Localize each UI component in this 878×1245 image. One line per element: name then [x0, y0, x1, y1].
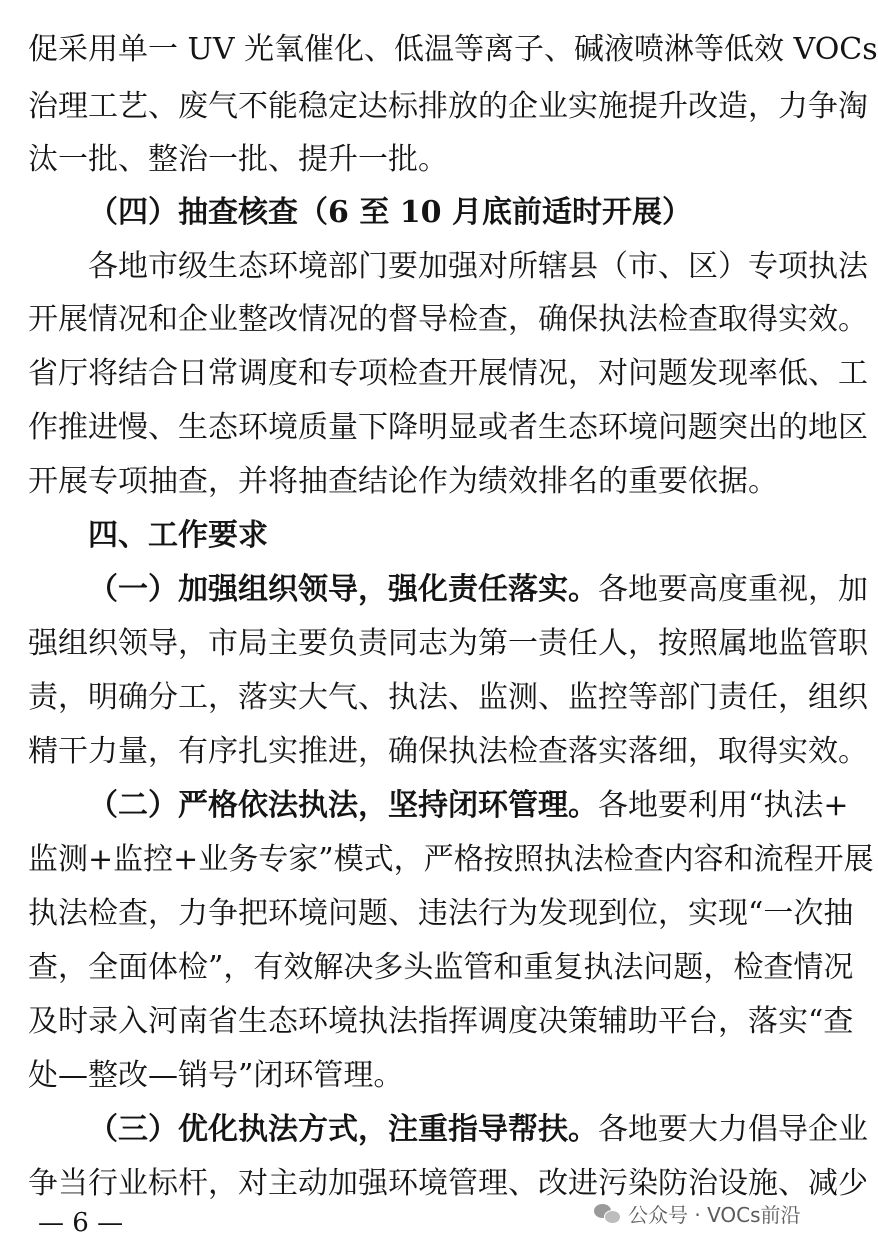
paragraph-first-line — [88, 786, 849, 826]
wechat-icon — [594, 1202, 620, 1224]
body-text: 各地要利用“执法+ — [598, 788, 849, 823]
body-line: 精干力量，有序扎实推进，确保执法检查落实落细，取得实效。 — [28, 734, 868, 769]
body-line: 促采用单一 UV 光氧催化、低温等离子、碱液喷淋等低效 VOCs — [28, 32, 878, 67]
body-line: 开展专项抽查，并将抽查结论作为绩效排名的重要依据。 — [28, 464, 778, 499]
body-line: 作推进慢、生态环境质量下降明显或者生态环境问题突出的地区 — [28, 410, 868, 445]
body-line: 强组织领导，市局主要负责同志为第一责任人，按照属地监管职 — [28, 626, 868, 661]
body-line: 治理工艺、废气不能稳定达标排放的企业实施提升改造，力争淘 — [28, 89, 868, 124]
body-line: 争当行业标杆，对主动加强环境管理、改进污染防治设施、减少 — [28, 1166, 868, 1201]
watermark — [594, 1195, 801, 1231]
paragraph-heading: （二）严格依法执法，坚持闭环管理。 — [88, 788, 598, 823]
body-line: 及时录入河南省生态环境执法指挥调度决策辅助平台，落实“查 — [28, 1004, 854, 1039]
paragraph-heading: （一）加强组织领导，强化责任落实。 — [88, 572, 598, 607]
chapter-heading: 四、工作要求 — [88, 518, 268, 553]
body-line: 监测+监控+业务专家”模式，严格按照执法检查内容和流程开展 — [28, 842, 874, 877]
paragraph-heading: （三）优化执法方式，注重指导帮扶。 — [88, 1112, 598, 1147]
body-line: 各地市级生态环境部门要加强对所辖县（市、区）专项执法 — [88, 249, 868, 284]
paragraph-first-line — [88, 1110, 868, 1150]
body-line: 责，明确分工，落实大气、执法、监测、监控等部门责任，组织 — [28, 680, 868, 715]
body-line: 处—整改—销号”闭环管理。 — [28, 1058, 404, 1093]
page-number: — 6 — — [38, 1208, 124, 1238]
body-text: 各地要高度重视，加 — [598, 572, 868, 607]
watermark-text: 公众号 · VOCs前沿 — [628, 1202, 801, 1227]
body-line: 执法检查，力争把环境问题、违法行为发现到位，实现“一次抽 — [28, 896, 854, 931]
body-line: 汰一批、整治一批、提升一批。 — [28, 142, 448, 177]
paragraph-first-line — [88, 570, 868, 610]
section-heading: （四）抽查核查（6 至 10 月底前适时开展） — [88, 195, 692, 230]
body-text: 各地要大力倡导企业 — [598, 1112, 868, 1147]
body-line: 省厅将结合日常调度和专项检查开展情况，对问题发现率低、工 — [28, 356, 868, 391]
body-line: 开展情况和企业整改情况的督导检查，确保执法检查取得实效。 — [28, 302, 868, 337]
body-line: 查，全面体检”，有效解决多头监管和重复执法问题，检查情况 — [28, 950, 854, 985]
